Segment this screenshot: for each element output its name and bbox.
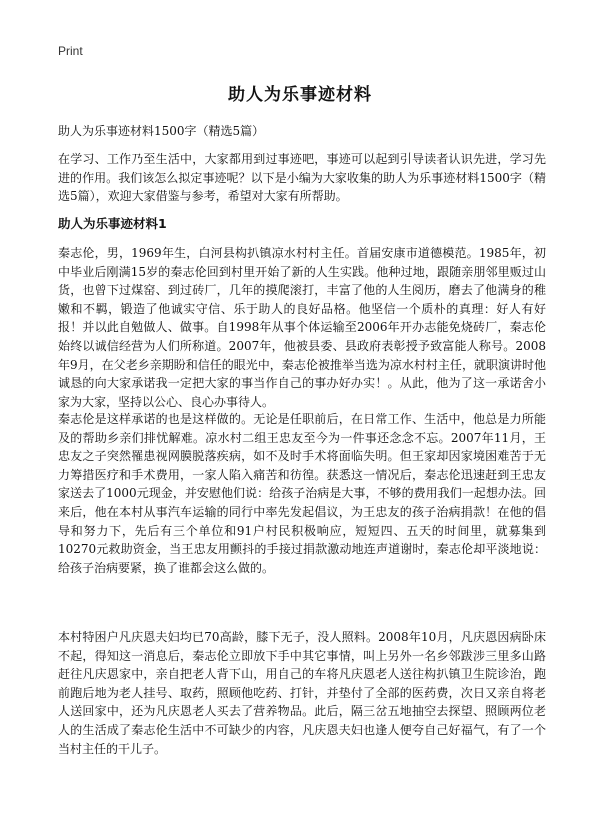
print-link[interactable]: Print [58, 44, 83, 58]
body-paragraph-1: 秦志伦，男，1969年生，白河县构扒镇凉水村村主任。首届安康市道德模范。1985年，初中毕业后刚满15岁的秦志伦回到村里开始了新的人生实践。他种过地，跟随亲朋邻里贩过山货，也曾下过煤窑、到过砖厂，几年的摸爬滚打，丰富了他的人生阅历，磨去了他满身的稚嫩和不羁，锻造了他诚实守信、乐于助人的良好品格。他坚信一个质朴的真理：好人有好报！并以此自勉做人、做事。自1998年从事个体运输至2006年开办志能免烧砖厂，秦志伦始终以诚信经营为人们所称道。2007年，他被县委、县政府表彰授予致富能人称号。2008年9月，在父老乡亲期盼和信任的眼光中，秦志伦被推举当选为凉水村村主任，就职演讲时他诚恳的向大家承诺我一定把大家的事当作自己的事办好办实！。从此，他为了这一承诺舍小家为大家，坚持以公心、良心办事待人。 [58, 246, 546, 409]
intro-paragraph: 在学习、工作乃至生活中，大家都用到过事迹吧，事迹可以起到引导读者认识先进，学习先进的作用。我们该怎么拟定事迹呢？以下是小编为大家收集的助人为乐事迹材料1500字（精选5篇），欢迎大家借鉴与参考，希望对大家有所帮助。 [58, 152, 546, 204]
section-heading: 助人为乐事迹材料1 [58, 216, 167, 231]
page-title: 助人为乐事迹材料 [228, 85, 372, 105]
document-subtitle: 助人为乐事迹材料1500字（精选5篇） [58, 124, 265, 138]
body-paragraph-3: 本村特困户凡庆恩夫妇均已70高龄，膝下无子，没人照料。2008年10月，凡庆恩因病卧床不起，得知这一消息后，秦志伦立即放下手中其它事情，叫上另外一名乡邻跋涉三里多山路赶往凡庆恩家中，亲自把老人背下山，用自己的车将凡庆恩老人送往构扒镇卫生院诊治，跑前跑后地为老人挂号、取药，照顾他吃药、打针，并垫付了全部的医药费，次日又亲自将老人送回家中，还为凡庆恩老人买去了营养物品。此后，隔三岔五地抽空去探望、照顾两位老人的生活成了秦志伦生活中不可缺少的内容，凡庆恩夫妇也逢人便夸自己好福气，有了一个当村主任的干儿子。 [58, 630, 546, 756]
body-paragraph-2: 秦志伦是这样承诺的也是这样做的。无论是任职前后，在日常工作、生活中，他总是力所能及的帮助乡亲们排忧解难。凉水村二组王忠友至今为一件事还念念不忘。2007年11月，王忠友之子突然罹患视网膜脱落疾病，如不及时手术将面临失明。但王家却因家境困难苦于无力筹措医疗和手术费用，一家人陷入痛苦和彷徨。获悉这一情况后，秦志伦迅速赶到王忠友家送去了1000元现金，并安慰他们说：给孩子治病是大事，不够的费用我们一起想办法。回来后，他在本村从事汽车运输的同行中率先发起倡议，为王忠友的孩子治病捐款！在他的倡导和努力下，先后有三个单位和91户村民积极响应，短短四、五天的时间里，就募集到10270元救助资金，当王忠友用颤抖的手接过捐款激动地连声道谢时，秦志伦却平淡地说：给孩子治病要紧，换了谁都会这么做的。 [58, 412, 546, 575]
